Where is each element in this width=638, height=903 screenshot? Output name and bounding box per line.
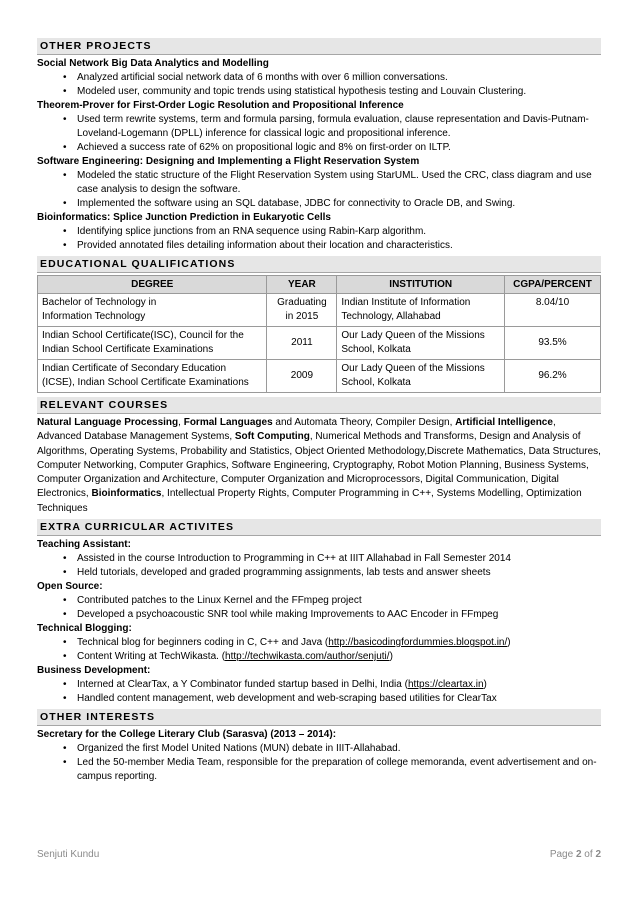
cell-line: Indian School Certificate Examinations	[42, 344, 214, 355]
project-title: Bioinformatics: Splice Junction Prediction in Eukaryotic Cells	[37, 212, 331, 223]
item-text: Content Writing at TechWikasta. (	[77, 651, 226, 663]
section-heading: OTHER PROJECTS	[37, 38, 601, 55]
cell-line: Indian Institute of Information	[341, 297, 471, 308]
score-cell: 93.5%	[505, 327, 601, 360]
cell-line: Indian School Certificate(ISC), Council for the	[42, 330, 244, 341]
list-item	[37, 650, 601, 664]
section-heading: RELEVANT COURSES	[37, 397, 601, 414]
project-title: Software Engineering: Designing and Implementing a Flight Reservation System	[37, 156, 420, 167]
list-item: • Modeled user, community and topic trends using statistical hypothesis testing and Louvain Clustering.	[37, 85, 601, 99]
course-highlight: Soft Computing	[234, 431, 310, 443]
section-heading: EDUCATIONAL QUALIFICATIONS	[37, 256, 601, 273]
cleartax-link[interactable]: https://cleartax.in	[407, 679, 484, 691]
cell-line: Our Lady Queen of the Missions	[341, 330, 485, 341]
cell-line: Graduating	[277, 297, 327, 308]
year-cell: 2009	[267, 360, 337, 393]
list-item: • Developed a psychoacoustic SNR tool while making Improvements to AAC Encoder in FFmpeg	[37, 608, 601, 622]
total-pages: 2	[595, 849, 601, 860]
cell-line: Information Technology	[42, 311, 146, 322]
score-cell: 96.2%	[505, 360, 601, 393]
item-text: Interned at ClearTax, a Y Combinator funded startup based in Delhi, India (	[77, 679, 408, 691]
list-item	[37, 678, 601, 692]
activity-bullets	[37, 678, 601, 706]
activity-title: Teaching Assistant:	[37, 539, 131, 551]
course-text: , Intellectual Property Rights, Computer Programming in C++, Systems Modelling, Optimization Techniques	[37, 488, 582, 514]
of-word: of	[581, 849, 596, 860]
courses-paragraph	[37, 416, 601, 516]
list-item: • Led the 50-member Media Team, responsible for the preparation of college memoranda, event advertisement and on-campus reporting.	[37, 756, 601, 784]
list-item: • Used term rewrite systems, term and formula parsing, formula evaluation, clause representation and Davis-Putnam-Loveland-Logemann (DPLL) inference for classical logic and propositional inference.	[37, 113, 601, 141]
activity-bullets	[37, 594, 601, 622]
list-item: • Provided annotated files detailing information about their location and characteristics.	[37, 239, 601, 253]
year-cell: 2011	[267, 327, 337, 360]
list-item: • Handled content management, web development and web-scraping based utilities for ClearTax	[37, 692, 601, 706]
author-link[interactable]: http://techwikasta.com/author/senjuti/	[225, 651, 390, 663]
column-header: YEAR	[267, 276, 337, 294]
resume-page	[37, 38, 601, 787]
item-text: )	[507, 637, 511, 649]
item-text: )	[483, 679, 487, 691]
score-cell: 8.04/10	[505, 294, 601, 327]
page-word: Page	[549, 849, 576, 860]
current-page: 2	[575, 849, 582, 860]
project-title: Social Network Big Data Analytics and Modelling	[37, 58, 269, 69]
interests-section	[37, 709, 601, 784]
course-highlight: Natural Language Processing	[37, 417, 179, 428]
cell-line: (ICSE), Indian School Certificate Examinations	[42, 377, 249, 388]
education-section	[37, 256, 601, 393]
activity-bullets	[37, 742, 601, 784]
project-title: Theorem-Prover for First-Order Logic Resolution and Propositional Inference	[37, 100, 404, 111]
cell-line: School, Kolkata	[341, 377, 411, 388]
table-row	[38, 327, 601, 360]
institution-cell	[337, 360, 505, 393]
list-item: • Analyzed artificial social network data of 6 months with over 6 million conversations.	[37, 71, 601, 85]
project-bullets	[37, 169, 601, 211]
list-item: • Modeled the static structure of the Flight Reservation System using StarUML. Used the CRC, class diagram and use case analysis to design the software.	[37, 169, 601, 197]
institution-cell	[337, 327, 505, 360]
column-header: DEGREE	[38, 276, 267, 294]
course-text: ,	[178, 417, 184, 428]
degree-cell	[38, 327, 267, 360]
institution-cell	[337, 294, 505, 327]
list-item: • Held tutorials, developed and graded programming assignments, lab tests and answer sheets	[37, 566, 601, 580]
table-header-row	[38, 276, 601, 294]
degree-cell	[38, 294, 267, 327]
item-text: )	[389, 651, 393, 663]
course-text: , Advanced Database Management Systems,	[37, 417, 556, 443]
item-text: Technical blog for beginners coding in C, C++ and Java (	[77, 637, 329, 649]
list-item: • Identifying splice junctions from an RNA sequence using Rabin-Karp algorithm.	[37, 225, 601, 239]
cell-line: School, Kolkata	[341, 344, 411, 355]
column-header: INSTITUTION	[337, 276, 505, 294]
column-header: CGPA/PERCENT	[505, 276, 601, 294]
activity-bullets	[37, 552, 601, 580]
cell-line: Technology, Allahabad	[341, 311, 441, 322]
project-bullets	[37, 225, 601, 253]
activity-title: Business Development:	[37, 665, 151, 677]
project-bullets	[37, 71, 601, 99]
activity-title: Open Source:	[37, 581, 103, 593]
education-table	[37, 275, 601, 393]
section-heading: OTHER INTERESTS	[37, 709, 601, 726]
course-highlight: Bioinformatics	[91, 488, 162, 500]
list-item: • Organized the first Model United Nations (MUN) debate in IIIT-Allahabad.	[37, 742, 601, 756]
cell-line: Bachelor of Technology in	[42, 297, 157, 308]
list-item: • Assisted in the course Introduction to Programming in C++ at IIIT Allahabad in Fall Semester 2014	[37, 552, 601, 566]
extracurricular-section	[37, 519, 601, 706]
list-item: • Achieved a success rate of 62% on propositional logic and 8% on first-order on ILTP.	[37, 141, 601, 155]
list-item: • Contributed patches to the Linux Kernel and the FFmpeg project	[37, 594, 601, 608]
course-text: and Automata Theory, Compiler Design,	[272, 417, 456, 428]
course-highlight: Formal Languages	[183, 417, 273, 428]
activity-title: Secretary for the College Literary Club (Sarasva) (2013 – 2014):	[37, 729, 337, 741]
cell-line: in 2015	[285, 311, 319, 322]
blog-link[interactable]: http://basicodingfordummies.blogspot.in/	[328, 637, 508, 649]
course-highlight: Artificial Intelligence	[455, 417, 553, 428]
project-bullets	[37, 113, 601, 155]
activity-title: Technical Blogging:	[37, 623, 132, 635]
activity-bullets	[37, 636, 601, 664]
courses-section	[37, 397, 601, 516]
cell-line: Indian Certificate of Secondary Education	[42, 363, 226, 374]
year-cell	[267, 294, 337, 327]
footer-name: Senjuti Kundu	[37, 849, 100, 860]
other-projects-section	[37, 38, 601, 253]
list-item: • Implemented the software using an SQL database, JDBC for connectivity to Oracle DB, and Swing.	[37, 197, 601, 211]
degree-cell	[38, 360, 267, 393]
page-number	[550, 849, 601, 860]
course-text: , Numerical Methods and Transforms, Design and Analysis of Algorithms, Operating Systems, Probability and Statistics, Object Oriented Methodology,Discrete Mathematics, Data Structures, Computer Networking, Computer Graphics, Software Engineering, Cryptography, Robot Motion Planning, Business Systems, Computer Organization and Architecture, Computer Organization and Microprocessors, Digital Communication, Digital Electronics,	[37, 431, 601, 500]
list-item	[37, 636, 601, 650]
table-row	[38, 294, 601, 327]
table-row	[38, 360, 601, 393]
section-heading: EXTRA CURRICULAR ACTIVITES	[37, 519, 601, 536]
cell-line: Our Lady Queen of the Missions	[341, 363, 485, 374]
